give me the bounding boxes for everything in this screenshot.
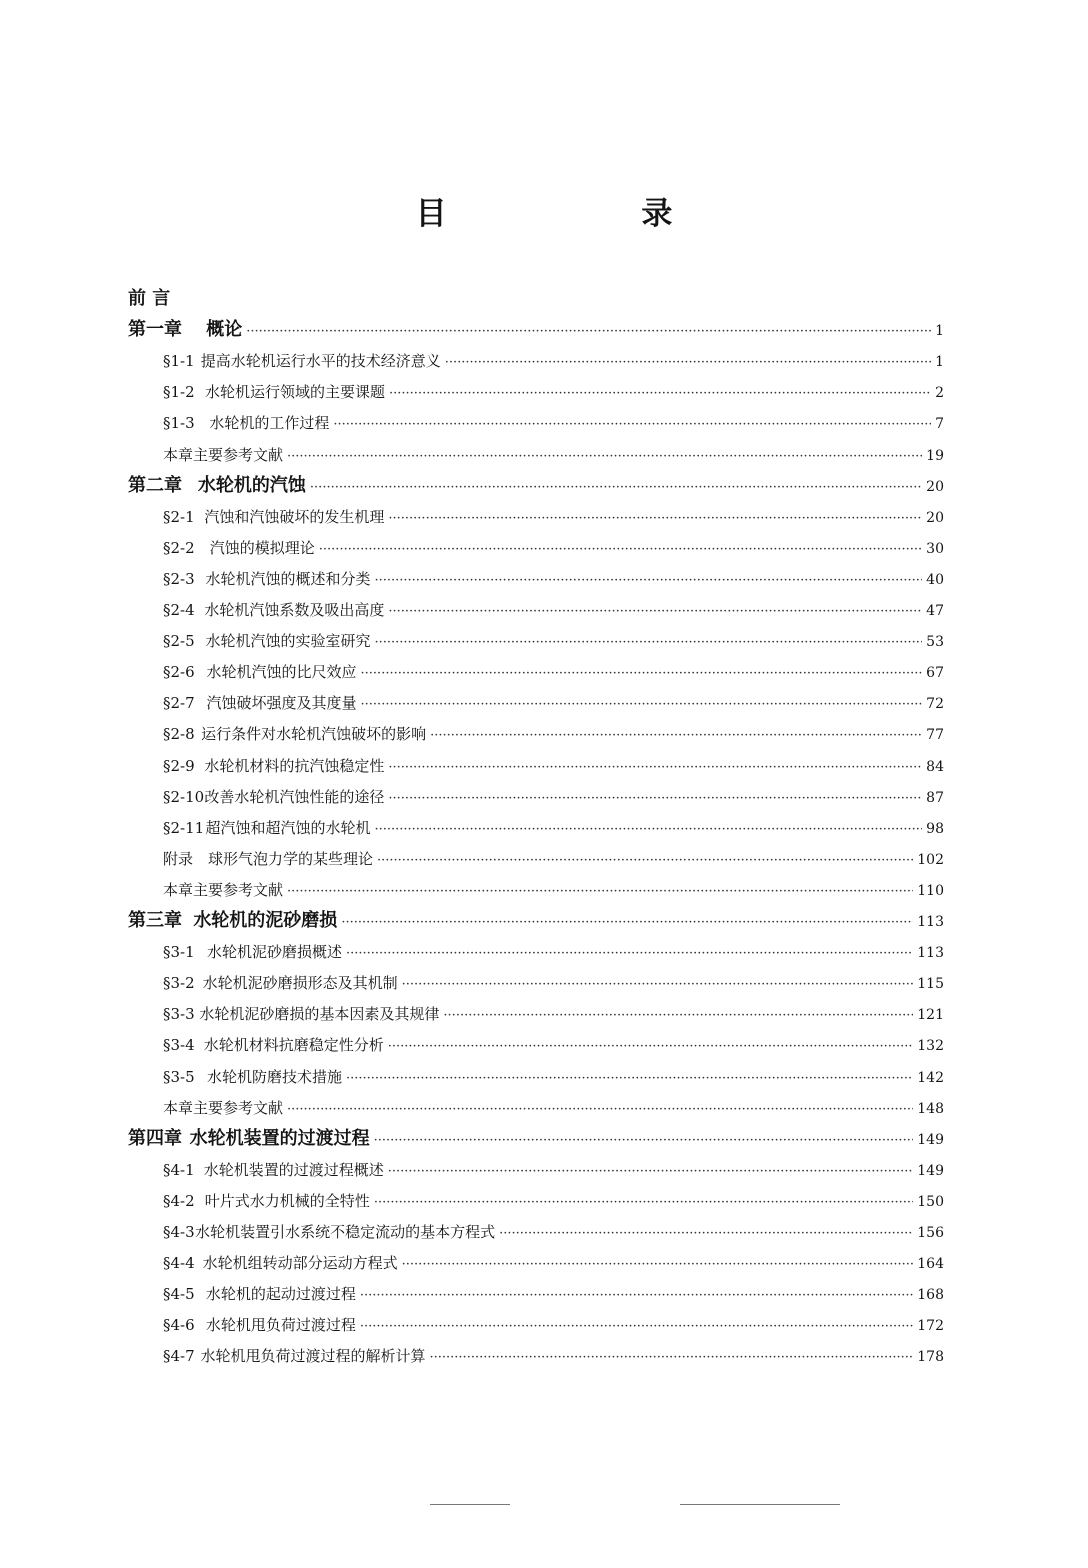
toc-entry-title: 水轮机泥砂磨损概述 — [206, 943, 342, 962]
toc-entry-section — [163, 782, 944, 812]
toc-entry-page: 113 — [917, 914, 944, 930]
toc-entry-number: §2-8 — [163, 725, 195, 744]
toc-entry-chapter — [128, 471, 944, 501]
toc-leader-dots — [319, 535, 922, 565]
toc-leader-dots — [445, 348, 931, 378]
toc-entry-title: 水轮机泥砂磨损的基本因素及其规律 — [199, 1005, 440, 1024]
toc-leader-dots — [346, 939, 913, 969]
toc-leader-dots — [341, 908, 913, 938]
toc-entry-number: §4-7 — [163, 1347, 195, 1366]
toc-entry-section — [163, 968, 944, 998]
toc-leader-dots — [287, 442, 922, 472]
toc-entry-page: 132 — [917, 1038, 944, 1055]
toc-leader-dots — [430, 721, 922, 751]
toc-entry-title: 汽蚀和汽蚀破坏的发生机理 — [204, 507, 385, 526]
toc-entry-number: 第一章 — [128, 319, 182, 341]
toc-entry-number: §2-7 — [163, 694, 195, 713]
toc-leader-dots — [388, 784, 922, 814]
toc-entry-title: 水轮机装置引水系统不稳定流动的基本方程式 — [195, 1223, 496, 1241]
scan-mark — [430, 1504, 510, 1505]
toc-entry-title: 水轮机汽蚀系数及吸出高度 — [204, 601, 385, 619]
toc-entry-chapter — [128, 284, 944, 314]
toc-entry-title: 提高水轮机运行水平的技术经济意义 — [200, 352, 441, 371]
toc-entry-page: 115 — [917, 976, 944, 993]
toc-entry-page: 87 — [926, 789, 944, 806]
toc-entry-number: §4-4 — [163, 1254, 195, 1273]
toc-leader-dots — [246, 317, 931, 347]
toc-entry-number: §2-1 — [163, 507, 195, 526]
toc-leader-dots — [374, 628, 922, 658]
toc-entry-title: 水轮机的起动过渡过程 — [205, 1285, 356, 1304]
toc-entry-page: 148 — [917, 1100, 944, 1117]
toc-leader-dots — [287, 877, 913, 907]
toc-entry-page: 20 — [926, 509, 944, 526]
toc-entry-title: 水轮机甩负荷过渡过程 — [205, 1316, 356, 1335]
toc-entry-title: 水轮机材料抗磨稳定性分析 — [203, 1036, 384, 1055]
toc-entry-number: §2-6 — [163, 663, 195, 682]
toc-entry-title: 汽蚀的模拟理论 — [209, 538, 315, 557]
toc-entry-number: §2-3 — [163, 569, 195, 588]
toc-entry-number: §4-3 — [163, 1223, 195, 1241]
toc-entry-page: 110 — [917, 882, 944, 899]
toc-leader-dots — [374, 1126, 914, 1156]
toc-entry-number: 前 言 — [128, 288, 171, 309]
toc-entry-title: 水轮机材料的抗汽蚀稳定性 — [204, 756, 385, 775]
toc-entry-title: 水轮机组转动部分运动方程式 — [202, 1254, 398, 1273]
toc-entry-page: 7 — [935, 416, 944, 433]
toc-entry-page: 84 — [926, 758, 944, 775]
toc-entry-title: 本章主要参考文献 — [163, 1098, 284, 1117]
toc-entry-page: 102 — [917, 851, 944, 868]
toc-entry-page: 67 — [926, 665, 944, 682]
toc-leader-dots — [389, 379, 931, 409]
toc-entry-number: §2-9 — [163, 756, 195, 775]
toc-entry-section — [163, 1310, 944, 1340]
toc-entry-title: 水轮机的工作过程 — [209, 414, 330, 433]
toc-entry-chapter — [128, 906, 944, 936]
toc-entry-title: 水轮机运行领域的主要课题 — [205, 383, 386, 402]
toc-entry-section — [163, 564, 944, 594]
toc-leader-dots — [360, 1312, 913, 1342]
toc-entry-page: 40 — [926, 571, 944, 588]
toc-entry-number: §4-6 — [163, 1316, 195, 1335]
toc-entry-chapter — [128, 1124, 944, 1154]
toc-entry-page: 168 — [917, 1287, 944, 1304]
scan-mark — [680, 1504, 840, 1505]
toc-leader-dots — [388, 504, 922, 534]
toc-entry-page: 1 — [935, 323, 944, 340]
toc-leader-dots — [374, 1188, 913, 1218]
toc-entry-page: 72 — [926, 696, 944, 713]
toc-entry-page: 30 — [926, 540, 944, 557]
toc-entry-title: 本章主要参考文献 — [163, 880, 284, 899]
toc-leader-dots — [377, 846, 913, 876]
toc-entry-section — [163, 719, 944, 749]
toc-entry-section — [163, 688, 944, 718]
toc-leader-dots — [443, 1001, 913, 1031]
toc-leader-dots — [374, 815, 922, 845]
toc-entry-title: 水轮机的汽蚀 — [197, 474, 306, 496]
toc-entry-number: §4-1 — [163, 1160, 195, 1179]
toc-entry-page: 178 — [917, 1349, 944, 1366]
toc-entry-number: §2-10 — [163, 787, 205, 806]
toc-entry-number: §2-2 — [163, 538, 195, 557]
toc-entry-section — [163, 937, 944, 967]
toc-entry-page: 150 — [917, 1193, 944, 1210]
toc-entry-number: §3-1 — [163, 943, 195, 962]
toc-entry-number: §1-2 — [163, 383, 195, 402]
toc-entry-section — [163, 1279, 944, 1309]
toc-entry-title: 水轮机装置的过渡过程 — [189, 1127, 370, 1149]
toc-entry-number: 第三章 — [128, 910, 182, 931]
toc-entry-section — [163, 595, 944, 625]
toc-entry-title: 水轮机汽蚀的概述和分类 — [205, 569, 371, 588]
toc-leader-dots — [388, 1032, 914, 1062]
toc-entry-number: §2-11 — [163, 818, 205, 837]
toc-leader-dots — [430, 1343, 914, 1373]
toc-entry-section — [163, 1341, 944, 1371]
toc-entry-number: §1-3 — [163, 414, 195, 433]
toc-entry-page: 149 — [917, 1162, 944, 1179]
toc-entry-title: 概论 — [206, 319, 243, 341]
toc-entry-section — [163, 813, 944, 843]
toc-entry-number: §1-1 — [163, 352, 195, 371]
toc-leader-dots — [333, 410, 931, 440]
toc-entry-title: 超汽蚀和超汽蚀的水轮机 — [205, 818, 371, 837]
toc-leader-dots — [388, 597, 922, 627]
toc-entry-chapter — [128, 315, 944, 345]
toc-entry-page: 2 — [935, 385, 944, 402]
toc-entry-section — [163, 657, 944, 687]
toc-entry-section — [163, 1248, 944, 1278]
toc-entry-title: 叶片式水力机械的全特性 — [204, 1191, 370, 1210]
toc-entry-title: 水轮机装置的过渡过程概述 — [203, 1160, 384, 1179]
toc-leader-dots — [499, 1219, 913, 1249]
toc-entry-section — [163, 377, 944, 407]
toc-leader-dots — [388, 753, 922, 783]
toc-entry-page: 142 — [917, 1069, 944, 1086]
toc-entry-ref — [163, 1093, 944, 1123]
toc-entry-number: §3-4 — [163, 1036, 195, 1055]
toc-entry-number: §2-4 — [163, 601, 195, 619]
toc-leader-dots — [361, 690, 923, 720]
toc-entry-title: 水轮机汽蚀的实验室研究 — [205, 632, 371, 651]
toc-entry-title: 水轮机汽蚀的比尺效应 — [206, 663, 357, 682]
toc-entry-section — [163, 533, 944, 563]
toc-entry-section — [163, 408, 944, 438]
toc-leader-dots — [310, 473, 922, 503]
toc-entry-section — [163, 626, 944, 656]
toc-entry-section — [163, 1155, 944, 1185]
toc-entry-ref — [163, 844, 944, 874]
toc-entry-title: 改善水轮机汽蚀性能的途径 — [204, 787, 385, 806]
toc-entry-title: 水轮机的泥砂磨损 — [193, 910, 338, 931]
toc-entry-ref — [163, 875, 944, 905]
page-title: 目 录 — [415, 196, 765, 232]
toc-entry-title: 水轮机甩负荷过渡过程的解析计算 — [200, 1347, 426, 1366]
toc-entry-page: 47 — [926, 603, 944, 619]
toc-entry-section — [163, 1030, 944, 1060]
toc-leader-dots — [374, 566, 922, 596]
toc-leader-dots — [360, 1281, 913, 1311]
toc-entry-page: 77 — [926, 727, 944, 744]
toc-entry-number: §4-5 — [163, 1285, 195, 1304]
toc-entry-section — [163, 751, 944, 781]
toc-entry-section — [163, 1186, 944, 1216]
toc-entry-number: §4-2 — [163, 1191, 195, 1210]
toc-entry-page: 113 — [917, 945, 944, 962]
toc-entry-page: 53 — [926, 634, 944, 651]
toc-entry-page: 149 — [917, 1131, 944, 1148]
toc-leader-dots — [402, 1250, 914, 1280]
toc-entry-section — [163, 1217, 944, 1247]
toc-entry-title: 运行条件对水轮机汽蚀破坏的影响 — [201, 725, 427, 744]
toc-leader-dots — [402, 970, 914, 1000]
toc-entry-page: 121 — [917, 1007, 944, 1024]
toc-entry-number: §3-3 — [163, 1005, 195, 1024]
toc-entry-section — [163, 1062, 944, 1092]
toc-entry-title: 汽蚀破坏强度及其度量 — [206, 694, 357, 713]
toc-entry-section — [163, 346, 944, 376]
toc-entry-page: 19 — [926, 447, 944, 464]
toc-entry-ref — [163, 440, 944, 470]
toc-entry-page: 1 — [935, 354, 944, 371]
toc-entry-title: 本章主要参考文献 — [163, 445, 284, 464]
toc-entry-page: 164 — [917, 1256, 944, 1273]
toc-entry-number: §3-2 — [163, 974, 195, 993]
toc-entry-section — [163, 999, 944, 1029]
toc-leader-dots — [361, 659, 923, 689]
toc-entry-title: 水轮机泥砂磨损形态及其机制 — [202, 974, 398, 993]
toc-entry-page: 20 — [926, 478, 944, 495]
toc-leader-dots — [346, 1064, 913, 1094]
toc-entry-title: 水轮机防磨技术措施 — [206, 1067, 342, 1086]
toc-entry-page: 172 — [917, 1318, 944, 1335]
toc-entry-number: §2-5 — [163, 632, 195, 651]
toc-entry-section — [163, 502, 944, 532]
toc-entry-page: 98 — [926, 820, 944, 837]
toc-leader-dots — [388, 1157, 914, 1187]
toc-entry-number: 第二章 — [128, 474, 182, 496]
toc-entry-page: 156 — [917, 1225, 944, 1241]
toc-entry-number: §3-5 — [163, 1067, 195, 1086]
toc-entry-title: 附录 球形气泡力学的某些理论 — [163, 849, 374, 868]
toc-leader-dots — [287, 1095, 913, 1125]
toc-entry-number: 第四章 — [128, 1127, 182, 1149]
